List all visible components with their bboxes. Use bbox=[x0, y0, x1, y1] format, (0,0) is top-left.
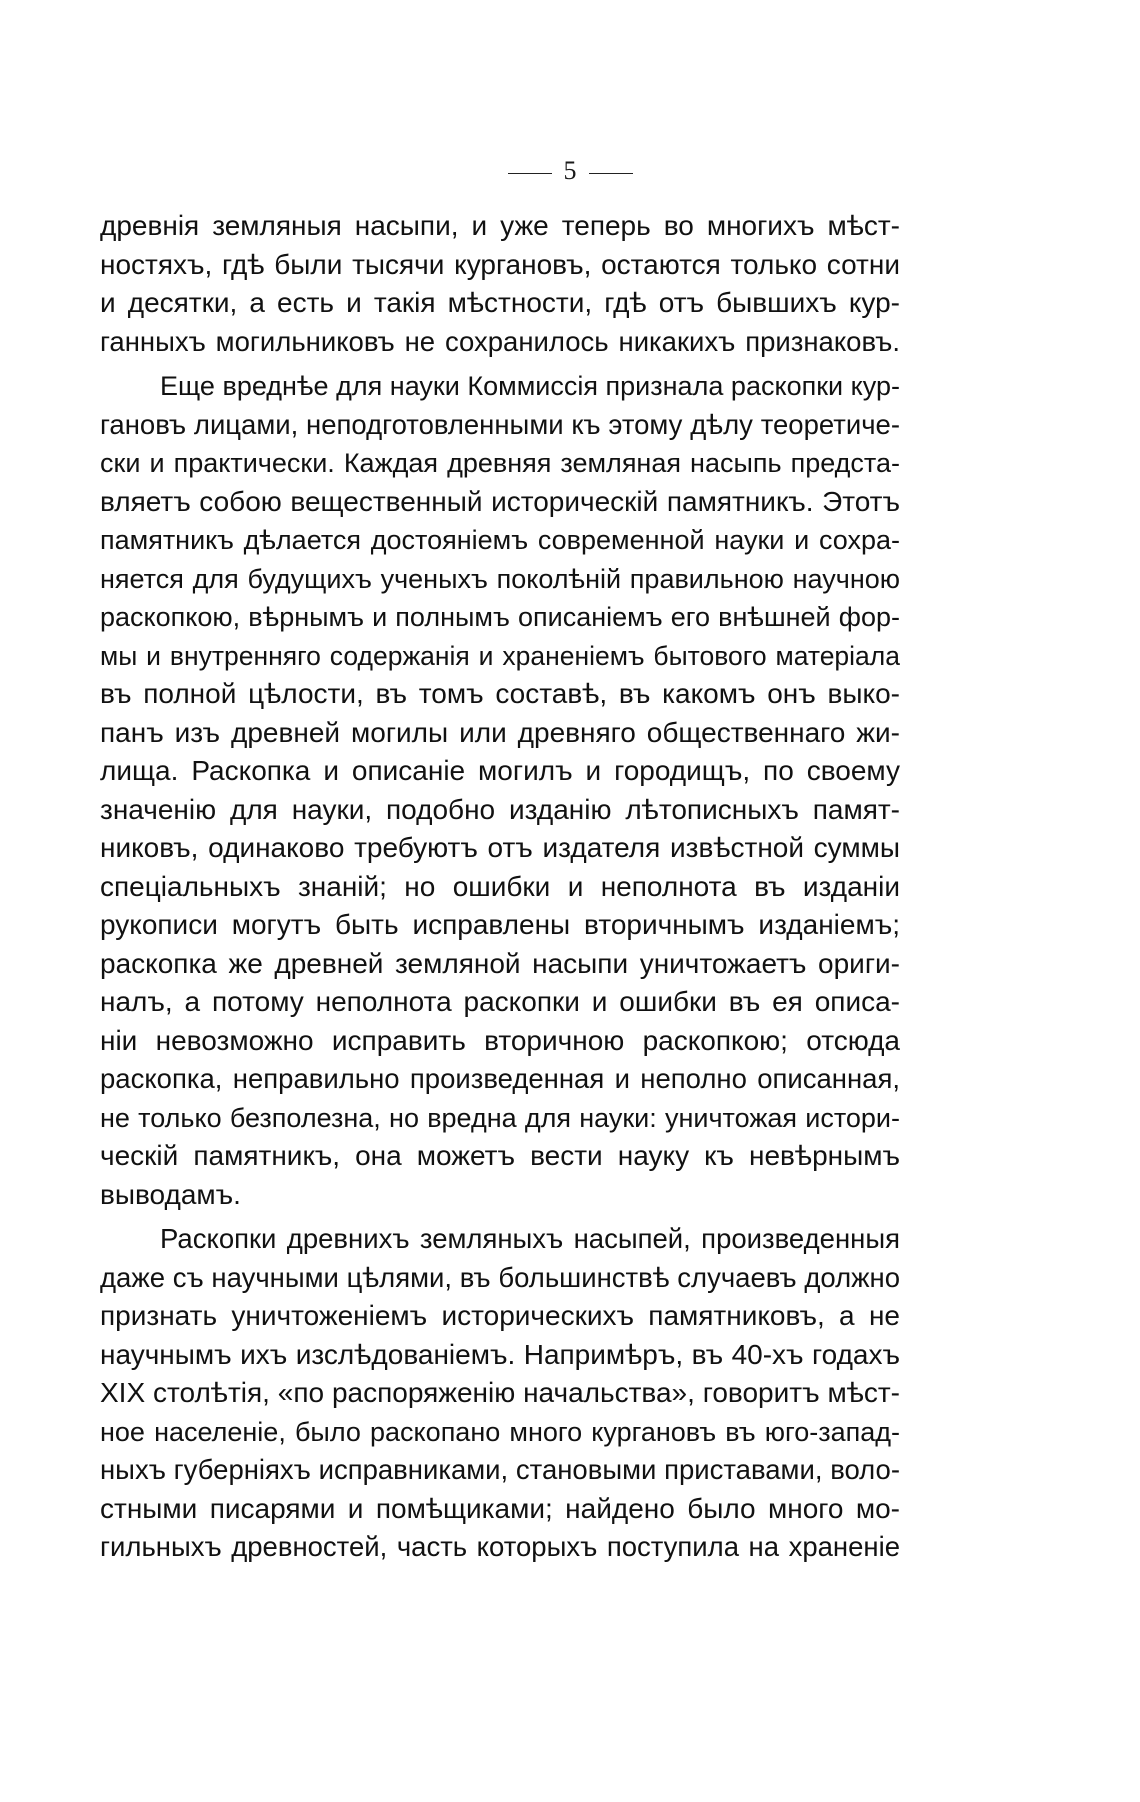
text-line: научнымъ ихъ изслѣдованіемъ. Напримѣръ, въ 40-хъ годахъ bbox=[100, 1338, 900, 1370]
text-line: памятникъ дѣлается достояніемъ современной науки и сохра- bbox=[100, 525, 900, 555]
paragraph bbox=[100, 367, 900, 1214]
text-line: древнія земляныя насыпи, и уже теперь во многихъ мѣст- bbox=[100, 210, 900, 241]
text-line: XIX столѣтія, «по распоряженію начальства», говоритъ мѣст- bbox=[100, 1377, 900, 1408]
text-line: никовъ, одинаково требуютъ отъ издателя извѣстной суммы bbox=[100, 832, 900, 863]
text-line: признать уничтоженіемъ историческихъ памятниковъ, а не bbox=[100, 1300, 900, 1331]
text-line: ганныхъ могильниковъ не сохранилось никакихъ признаковъ. bbox=[100, 325, 900, 357]
text-line: лища. Раскопка и описаніе могилъ и городищъ, по своему bbox=[100, 755, 900, 786]
text-line: ныхъ губерніяхъ исправниками, становыми приставами, воло- bbox=[100, 1454, 900, 1485]
text-line: Раскопки древнихъ земляныхъ насыпей, произведенныя bbox=[160, 1223, 900, 1254]
text-line: стными писарями и помѣщиками; найдено было много мо- bbox=[100, 1492, 900, 1524]
text-line: не только безполезна, но вредна для науки: уничтожая истори- bbox=[100, 1102, 900, 1133]
text-line: няется для будущихъ ученыхъ поколѣній правильною научною bbox=[100, 563, 900, 594]
text-line: ное населеніе, было раскопано много кургановъ въ юго-запад- bbox=[100, 1416, 900, 1447]
body-text bbox=[100, 207, 900, 1567]
text-line: налъ, а потому неполнота раскопки и ошибки въ ея описа- bbox=[100, 986, 900, 1017]
text-line: даже съ научными цѣлями, въ большинствѣ случаевъ должно bbox=[100, 1261, 900, 1293]
text-line: Еще вреднѣе для науки Коммиссія признала раскопки кур- bbox=[160, 371, 900, 401]
text-line: ческій памятникъ, она можетъ вести науку къ невѣрнымъ bbox=[100, 1140, 900, 1171]
text-line: раскопка, неправильно произведенная и неполно описанная, bbox=[100, 1063, 900, 1094]
text-line: раскопкою, вѣрнымъ и полнымъ описаніемъ его внѣшней фор- bbox=[100, 602, 900, 632]
text-line: вляетъ собою вещественный историческій памятникъ. Этотъ bbox=[100, 485, 900, 517]
text-line: гановъ лицами, неподготовленными къ этому дѣлу теоретиче- bbox=[100, 408, 900, 440]
text-line: выводамъ. bbox=[100, 1178, 241, 1210]
left-dash-rule bbox=[508, 173, 552, 174]
text-line: ностяхъ, гдѣ были тысячи кургановъ, остаются только сотни bbox=[100, 248, 900, 280]
page-number: 5 bbox=[563, 156, 577, 185]
text-line: мы и внутренняго содержанія и храненіемъ бытового матеріала bbox=[100, 640, 900, 671]
page-number-header bbox=[0, 156, 1140, 186]
text-line: гильныхъ древностей, часть которыхъ поступила на храненіе bbox=[100, 1531, 900, 1562]
text-line: ніи невозможно исправить вторичною раскопкою; отсюда bbox=[100, 1024, 900, 1056]
text-line: панъ изъ древней могилы или древняго общественнаго жи- bbox=[100, 716, 900, 748]
text-line: значенію для науки, подобно изданію лѣтописныхъ памят- bbox=[100, 793, 900, 825]
text-line: раскопка же древней земляной насыпи уничтожаетъ ориги- bbox=[100, 947, 900, 979]
text-line: въ полной цѣлости, въ томъ составѣ, въ какомъ онъ выко- bbox=[100, 678, 900, 709]
right-dash-rule bbox=[589, 173, 633, 174]
text-line: ски и практически. Каждая древняя земляная насыпь предста- bbox=[100, 448, 900, 478]
paragraph bbox=[100, 1220, 900, 1567]
text-line: спеціальныхъ знаній; но ошибки и неполнота въ изданіи bbox=[100, 870, 900, 902]
text-line: и десятки, а есть и такія мѣстности, гдѣ отъ бывшихъ кур- bbox=[100, 287, 900, 318]
paragraph bbox=[100, 207, 900, 361]
text-line: рукописи могутъ быть исправлены вторичнымъ изданіемъ; bbox=[100, 909, 900, 940]
